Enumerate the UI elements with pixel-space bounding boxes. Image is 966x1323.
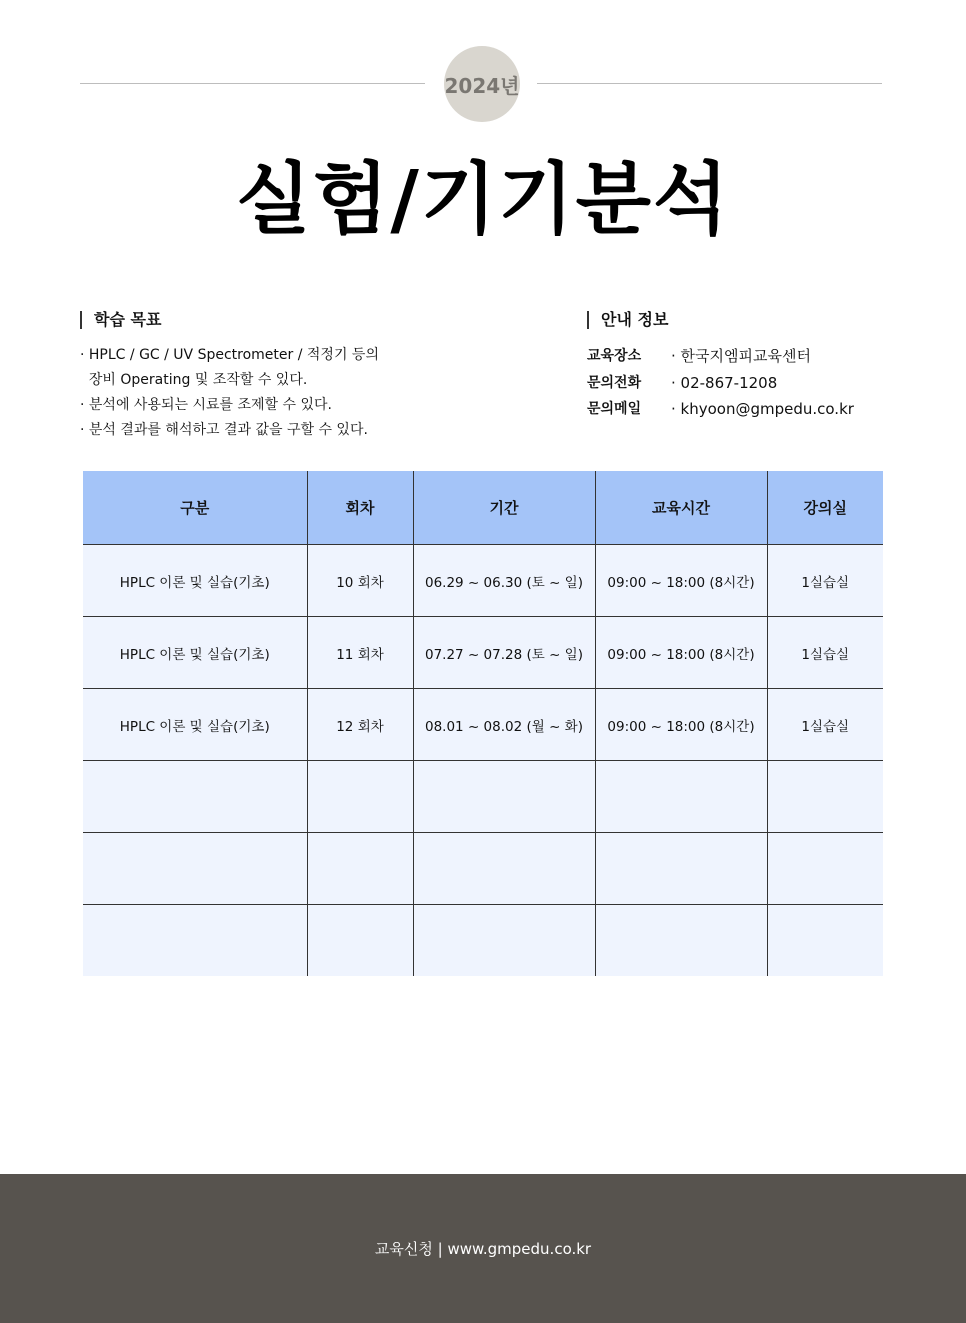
info-value: · 한국지엠피교육센터 — [671, 347, 811, 365]
cell-time: 09:00 ~ 18:00 (8시간) — [595, 545, 767, 617]
info-list — [587, 343, 854, 423]
cell-session: 10 회차 — [307, 545, 413, 617]
info-heading: 안내 정보 — [587, 311, 668, 329]
table-row-empty — [83, 905, 883, 977]
header-time: 교육시간 — [595, 471, 767, 545]
cell-time: 09:00 ~ 18:00 (8시간) — [595, 689, 767, 761]
cell-time — [595, 905, 767, 977]
cell-category: HPLC 이론 및 실습(기초) — [83, 689, 307, 761]
cell-room: 1실습실 — [767, 545, 883, 617]
cell-room — [767, 833, 883, 905]
footer-banner — [0, 1174, 966, 1323]
cell-room — [767, 761, 883, 833]
info-label: 교육장소 — [587, 348, 642, 364]
year-badge: 2024년 — [444, 46, 520, 122]
schedule-table — [83, 471, 883, 976]
page-title: 실험/기기분석 — [235, 155, 731, 245]
divider-left — [80, 83, 425, 84]
header-room: 강의실 — [767, 471, 883, 545]
objective-item: · HPLC / GC / UV Spectrometer / 적정기 등의 — [80, 347, 379, 363]
header-period: 기간 — [413, 471, 595, 545]
table-row — [83, 617, 883, 689]
table-row — [83, 545, 883, 617]
cell-session: 12 회차 — [307, 689, 413, 761]
footer-registration-link[interactable]: 교육신청 | www.gmpedu.co.kr — [374, 1240, 592, 1258]
table-header-row — [83, 471, 883, 545]
info-row-location — [587, 343, 854, 370]
cell-category — [83, 905, 307, 977]
cell-session — [307, 761, 413, 833]
divider-right — [537, 83, 882, 84]
cell-category: HPLC 이론 및 실습(기초) — [83, 545, 307, 617]
cell-session: 11 회차 — [307, 617, 413, 689]
cell-period: 06.29 ~ 06.30 (토 ~ 일) — [413, 545, 595, 617]
cell-period — [413, 905, 595, 977]
cell-time — [595, 833, 767, 905]
objective-item: · 분석 결과를 해석하고 결과 값을 구할 수 있다. — [80, 422, 368, 438]
cell-room: 1실습실 — [767, 617, 883, 689]
cell-time: 09:00 ~ 18:00 (8시간) — [595, 617, 767, 689]
cell-category: HPLC 이론 및 실습(기초) — [83, 617, 307, 689]
cell-category — [83, 833, 307, 905]
objective-item: · 분석에 사용되는 시료를 조제할 수 있다. — [80, 397, 332, 413]
info-row-email — [587, 396, 854, 423]
info-value: · khyoon@gmpedu.co.kr — [671, 400, 854, 418]
cell-period — [413, 761, 595, 833]
cell-period: 08.01 ~ 08.02 (월 ~ 화) — [413, 689, 595, 761]
header-category: 구분 — [83, 471, 307, 545]
year-banner — [0, 46, 966, 122]
info-label: 문의메일 — [587, 401, 642, 417]
cell-room — [767, 905, 883, 977]
header-session: 회차 — [307, 471, 413, 545]
info-row-phone — [587, 370, 854, 397]
objective-item: 장비 Operating 및 조작할 수 있다. — [80, 372, 308, 388]
cell-category — [83, 761, 307, 833]
cell-room: 1실습실 — [767, 689, 883, 761]
cell-time — [595, 761, 767, 833]
cell-period: 07.27 ~ 07.28 (토 ~ 일) — [413, 617, 595, 689]
table-row-empty — [83, 761, 883, 833]
cell-period — [413, 833, 595, 905]
objectives-list — [80, 343, 550, 443]
cell-session — [307, 833, 413, 905]
info-value: · 02-867-1208 — [671, 373, 778, 392]
cell-session — [307, 905, 413, 977]
table-row — [83, 689, 883, 761]
objectives-heading: 학습 목표 — [80, 311, 161, 329]
table-row-empty — [83, 833, 883, 905]
info-label: 문의전화 — [587, 374, 642, 391]
